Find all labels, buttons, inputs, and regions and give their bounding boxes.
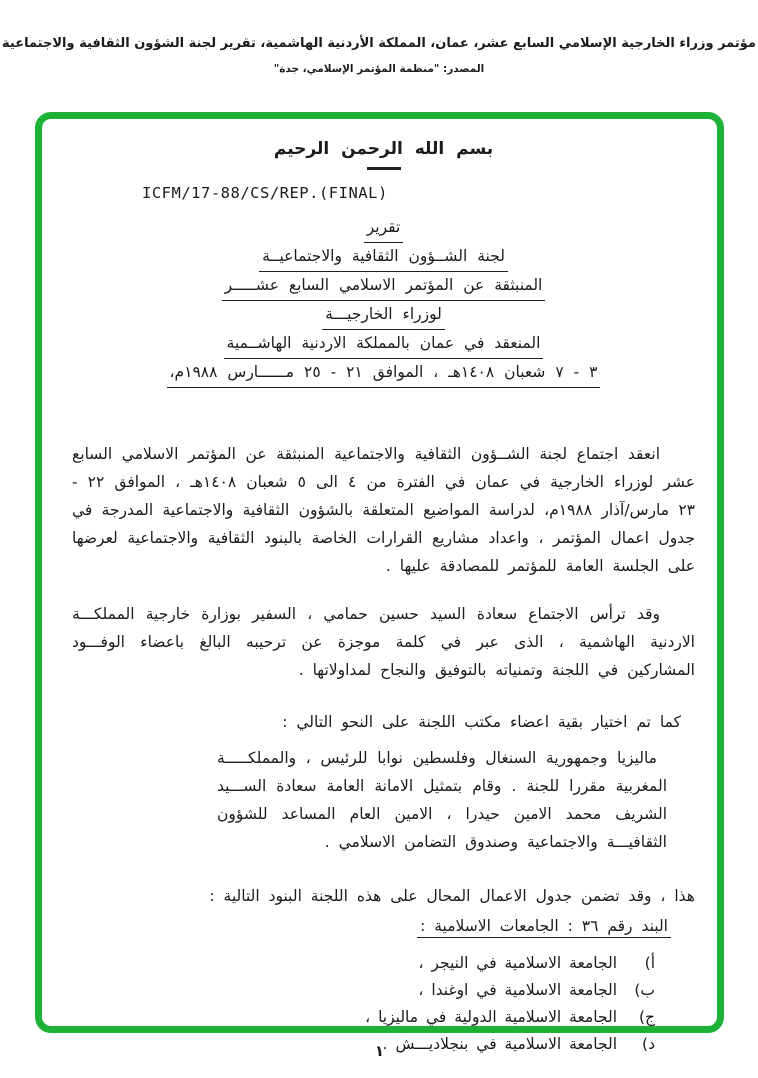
paragraph-chairman: وقد ترأس الاجتماع سعادة السيد حسين حمامي ، السفير بوزارة خارجية المملكـــة الاردنية الهاشمية ، الذى عبر في كلمة موجزة عن ترحيبه البالغ باعضاء الوفـــود المشاركين في اللجنة وتمنياته بالتوفيق والنجاح لمداولاتها . <box>72 605 695 679</box>
report-title-line-6: ٣ - ٧ شعبان ١٤٠٨هـ ، الموافق ٢١ - ٢٥ مــــــارس ١٩٨٨م، <box>72 359 695 388</box>
list-item <box>72 977 655 1004</box>
agenda-item36-heading: البند رقم ٣٦ : الجامعات الاسلامية : <box>72 912 671 940</box>
report-title-line-5: المنعقد في عمان بالمملكة الاردنية الهاشــمية <box>72 330 695 359</box>
list-item-text: الجامعة الاسلامية في اوغندا ، <box>418 981 617 999</box>
header-source-line: المصدر: "منظمة المؤتمر الإسلامي، جدة" <box>273 63 485 75</box>
list-item-marker: د) <box>642 1035 655 1053</box>
paragraph-opening: انعقد اجتماع لجنة الشــؤون الثقافية والاجتماعية المنبثقة عن المؤتمر الاسلامي السابع عشر لوزراء الخارجية في عمان في الفترة من ٤ الى ٥ شعبان ١٤٠٨هـ ، الموافق ٢٢ - ٢٣ مارس/آذار ١٩٨٨م، لدراسة المواضيع المتعلقة بالشؤون الثقافية والاجتماعية المدرجة في جدول اعمال المؤتمر ، واعداد مشاريع القرارات الخاصة بالبنود الثقافية والاجتماعية لعرضها على الجلسة العامة للمؤتمر للمصادقة عليها . <box>72 445 695 575</box>
report-title-line-3: المنبثقة عن المؤتمر الاسلامي السابع عشـــــر <box>72 272 695 301</box>
list-item-text: الجامعة الاسلامية الدولية في ماليزيا ، <box>365 1008 617 1026</box>
list-item-text: الجامعة الاسلامية في بنجلاديـــش . <box>382 1035 617 1053</box>
header-title: مؤتمر وزراء الخارجية الإسلامي السابع عشر، عمان، المملكة الأردنية الهاشمية، تقرير لجنة الشؤون الثقافية والاجتماعية <box>2 36 756 51</box>
paragraph-bureau-members: ماليزيا وجمهورية السنغال وفلسطين نوابا للرئيس ، والمملكـــــة المغربية مقررا للجنة . وقام بتمثيل الامانة العامة سعادة الســـيد الشريف محمد الامين حيدرا ، الامين العام المساعد للشؤون الثقافيـــة والاجتماعية وصندوق التضامن الاسلامي . <box>217 749 667 851</box>
list-item <box>72 1004 655 1031</box>
line-office-selection: كما تم اختيار بقية اعضاء مكتب اللجنة على النحو التالي : <box>282 713 681 731</box>
basmala: بسم الله الرحمن الرحيم <box>273 139 494 159</box>
divider-dash <box>367 167 401 170</box>
page-number: ١ <box>374 1042 385 1060</box>
list-item-marker: أ) <box>644 954 655 972</box>
report-title-line-1: تقرير <box>72 214 695 243</box>
line-agenda-intro: هذا ، وقد تضمن جدول الاعمال المحال على هذه اللجنة البنود التالية : <box>209 887 695 905</box>
green-border-frame <box>35 112 724 1053</box>
list-item <box>72 950 655 977</box>
report-title-line-4: لوزراء الخارجيـــة <box>72 301 695 330</box>
report-title-block <box>72 214 695 388</box>
list-item-text: الجامعة الاسلامية في النيجر ، <box>418 954 617 972</box>
list-item-marker: ج) <box>638 1008 655 1026</box>
page-header <box>0 36 758 75</box>
reference-number: ICFM/17-88/CS/REP.(FINAL) <box>142 184 388 202</box>
report-title-line-2: لجنة الشــؤون الثقافية والاجتماعيــة <box>72 243 695 272</box>
list-item-marker: ب) <box>634 981 655 999</box>
